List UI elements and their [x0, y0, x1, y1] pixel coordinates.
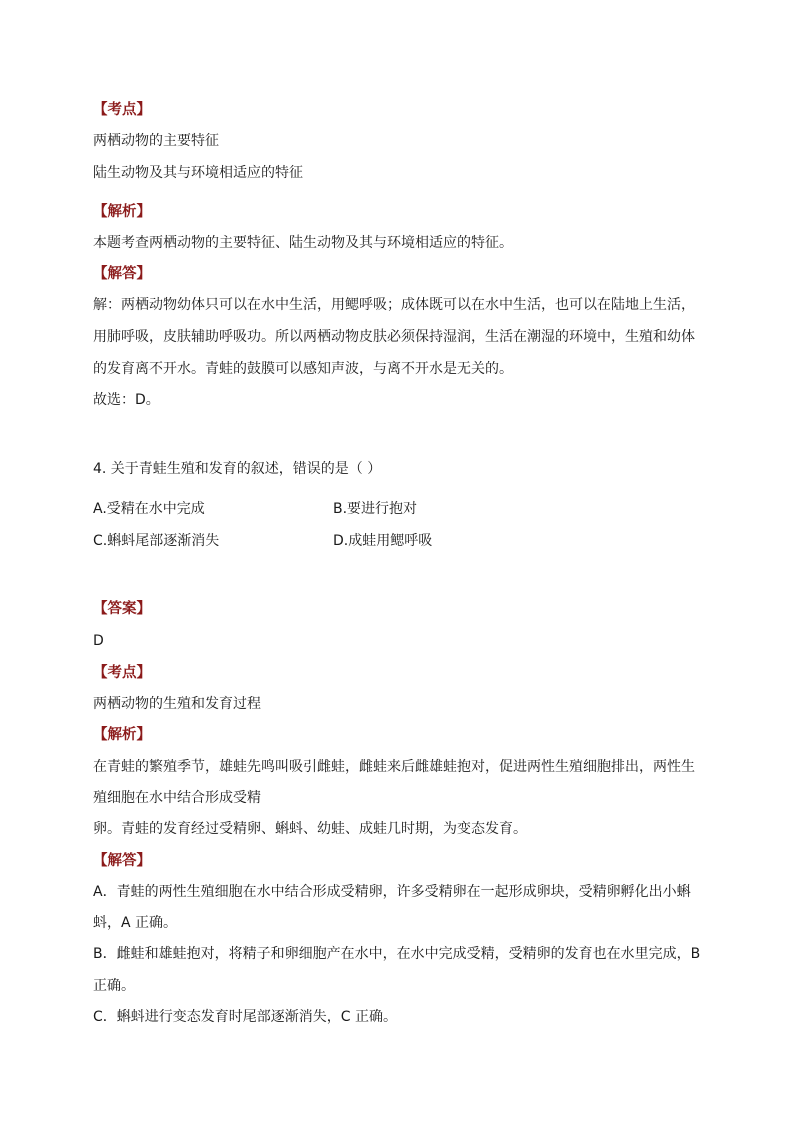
- jieda-line-2: 用肺呼吸，皮肤辅助呼吸功。所以两栖动物皮肤必须保持湿润，生活在潮湿的环境中，生殖和幼体: [93, 329, 695, 345]
- kaodian-item-1: 两栖动物的主要特征: [93, 133, 219, 149]
- jiexi-line-2: 殖细胞在水中结合形成受精: [93, 790, 261, 806]
- jieda2-line-2: 蚪，A 正确。: [93, 915, 178, 931]
- jiexi-heading: 【解析】: [93, 204, 151, 220]
- option-b: B.要进行抱对: [333, 501, 418, 517]
- jieda-line-1: 解：两栖动物幼体只可以在水中生活，用鳃呼吸；成体既可以在水中生活，也可以在陆地上生活，: [93, 297, 695, 313]
- kaodian-item-2: 陆生动物及其与环境相适应的特征: [93, 165, 303, 181]
- final-answer-line: 故选：D。: [93, 392, 160, 408]
- option-d: D.成蛙用鳃呼吸: [333, 533, 433, 549]
- kaodian-heading-2: 【考点】: [93, 665, 151, 681]
- jiexi-text: 本题考查两栖动物的主要特征、陆生动物及其与环境相适应的特征。: [93, 235, 513, 251]
- option-c: C.蝌蚪尾部逐渐消失: [93, 533, 220, 549]
- jieda-line-3: 的发育离不开水。青蛙的鼓膜可以感知声波，与离不开水是无关的。: [93, 361, 513, 377]
- jieda2-line-4: 正确。: [93, 978, 135, 994]
- jieda2-line-5: C．蝌蚪进行变态发育时尾部逐渐消失，C 正确。: [93, 1009, 397, 1025]
- jiexi-line-3: 卵。青蛙的发育经过受精卵、蝌蚪、幼蛙、成蛙几时期，为变态发育。: [93, 821, 527, 837]
- kaodian-text-2: 两栖动物的生殖和发育过程: [93, 696, 261, 712]
- jieda2-line-1: A．青蛙的两性生殖细胞在水中结合形成受精卵，许多受精卵在一起形成卵块，受精卵孵化出小蝌: [93, 884, 691, 900]
- jieda-heading-2: 【解答】: [93, 853, 151, 869]
- jieda-heading: 【解答】: [93, 266, 151, 282]
- kaodian-heading: 【考点】: [93, 102, 151, 118]
- jiexi-heading-2: 【解析】: [93, 727, 151, 743]
- option-a: A.受精在水中完成: [93, 501, 205, 517]
- jieda2-line-3: B．雌蛙和雄蛙抱对，将精子和卵细胞产在水中，在水中完成受精，受精卵的发育也在水里完成，B: [93, 946, 701, 962]
- daan-heading: 【答案】: [93, 601, 151, 617]
- jiexi-line-1: 在青蛙的繁殖季节，雄蛙先鸣叫吸引雌蛙，雌蛙来后雌雄蛙抱对，促进两性生殖细胞排出，两性生: [93, 759, 695, 775]
- daan-value: D: [93, 633, 104, 649]
- question-4-stem: 4. 关于青蛙生殖和发育的叙述，错误的是（ ）: [93, 461, 382, 477]
